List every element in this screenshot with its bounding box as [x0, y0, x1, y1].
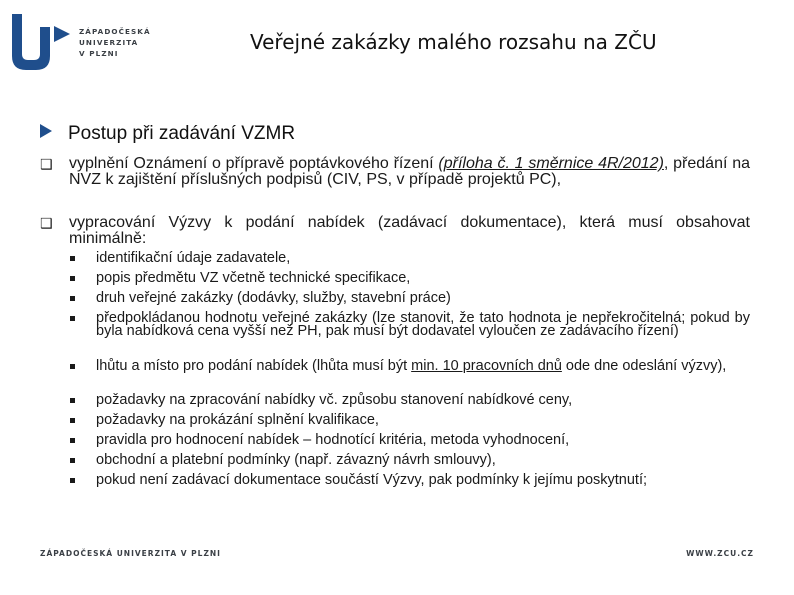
sub-list-item: [70, 292, 750, 305]
sub-list-item: [70, 434, 750, 447]
square-bullet-icon: [70, 458, 75, 463]
sub-list-item-text: pokud není zadávací dokumentace součástí Výzvy, pak podmínky k jejímu poskytnutí;: [96, 472, 648, 488]
university-logo-icon: [12, 14, 72, 75]
sub-list-item-text: druh veřejné zakázky (dodávky, služby, stavební práce): [96, 290, 451, 306]
sub-list-item-text: popis předmětu VZ včetně technické specifikace,: [96, 270, 411, 286]
sub-list-item: [70, 360, 750, 373]
sub-list-item-text: pravidla pro hodnocení nabídek – hodnotící kritéria, metoda vyhodnocení,: [96, 432, 570, 448]
square-bullet-icon: [70, 256, 75, 261]
square-bullet-icon: [70, 316, 75, 321]
list-item-text: vypracování Výzvy k podání nabídek (zadávací dokumentace), která musí obsahovat minimálně:: [69, 214, 750, 247]
item-text-start: vyplnění Oznámení o přípravě poptávkového řízení: [69, 155, 439, 172]
bullet-text-start: lhůtu a místo pro podání nabídek (lhůta musí být: [96, 358, 412, 374]
sub-list-item-text: požadavky na prokázání splnění kvalifikace,: [96, 412, 379, 428]
sub-list-item: [70, 272, 750, 285]
square-bullet-icon: [70, 398, 75, 403]
logo-line-1: ZÁPADOČESKÁ: [79, 27, 151, 36]
square-bullet-icon: [70, 296, 75, 301]
footer-website-link[interactable]: WWW.ZCU.CZ: [686, 549, 754, 558]
triangle-right-icon: [40, 124, 52, 138]
item-text-italic: (příloha č. 1 směrnice 4R/2012): [438, 155, 664, 172]
sub-list-item: [70, 312, 750, 338]
square-bullet-icon: [70, 364, 75, 369]
checkbox-square-icon: ❑: [40, 157, 53, 173]
section-heading: [40, 123, 295, 145]
sub-list-item-text: předpokládanou hodnotu veřejné zakázky (lze stanovit, že tato hodnota je nepřekročitelná; pokud by byla nabídková cena vyšší než PH, pak musí být dodavatel vyloučen ze zadávacího řízení): [96, 310, 750, 339]
sub-list-item: [70, 252, 750, 265]
sub-list-item: [70, 474, 750, 487]
logo-line-3: V PLZNI: [79, 49, 119, 58]
list-item: [40, 215, 750, 247]
footer-university-name: ZÁPADOČESKÁ UNIVERZITA V PLZNI: [40, 549, 221, 558]
list-item-text: [69, 156, 750, 188]
bullet-text-underlined: min. 10 pracovních dnů: [411, 358, 562, 374]
sub-list-item-text: identifikační údaje zadavatele,: [96, 250, 291, 266]
sub-list-item-text: obchodní a platební podmínky (např. závazný návrh smlouvy),: [96, 452, 496, 468]
bullet-text-end: ode dne odeslání výzvy),: [561, 358, 727, 374]
logo-wordmark: [79, 26, 151, 59]
sub-list-item-text: [96, 360, 750, 373]
square-bullet-icon: [70, 276, 75, 281]
logo-line-2: UNIVERZITA: [79, 38, 139, 47]
slide-title: Veřejné zakázky malého rozsahu na ZČU: [250, 30, 657, 54]
checkbox-square-icon: ❑: [40, 216, 53, 232]
section-heading-text: Postup při zadávání VZMR: [68, 123, 296, 144]
sub-list-item-text: požadavky na zpracování nabídky vč. způsobu stanovení nabídkové ceny,: [96, 392, 573, 408]
sub-list-item: [70, 454, 750, 467]
list-item: [40, 156, 750, 188]
square-bullet-icon: [70, 438, 75, 443]
sub-list-item: [70, 414, 750, 427]
sub-list-item: [70, 394, 750, 407]
item-text-end: , předání na NVZ k zajištění příslušných podpisů (CIV, PS, v případě projektů PC),: [69, 155, 750, 188]
square-bullet-icon: [70, 418, 75, 423]
square-bullet-icon: [70, 478, 75, 483]
